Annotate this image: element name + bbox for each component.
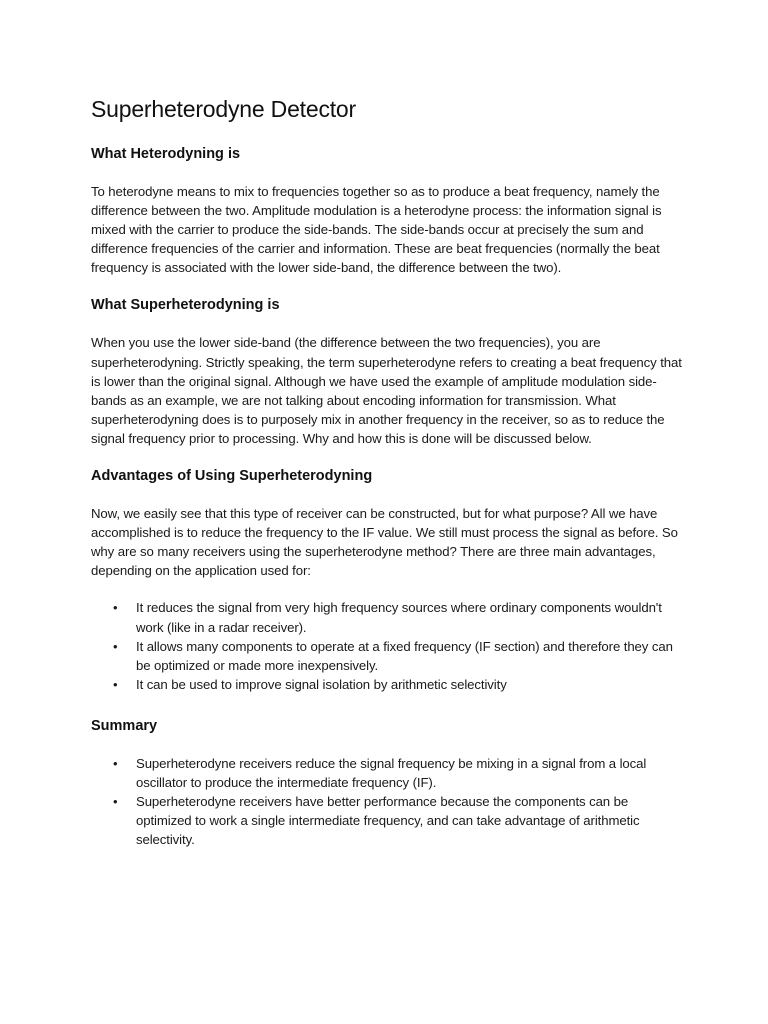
list-item-text: It allows many components to operate at a fixed frequency (IF section) and therefore they can be optimized or made more inexpensively. bbox=[136, 638, 673, 673]
section-heading-advantages: Advantages of Using Superheterodyning bbox=[91, 468, 373, 485]
summary-list bbox=[91, 754, 687, 849]
paragraph-superheterodyning: When you use the lower side-band (the difference between the two frequencies), you are superheterodyning. Strictly speaking, the term superheterodyne refers to creating a beat frequency that is lower than the original signal. Although we have used the example of amplitude modulation side-bands as an example, we are not talking about encoding information for transmission. What superheterodyning does is to purposely mix in another frequency in the receiver, so as to reduce the signal frequency prior to processing. Why and how this is done will be discussed below. bbox=[91, 335, 682, 446]
section-heading-summary: Summary bbox=[91, 717, 158, 734]
list-item bbox=[91, 792, 687, 849]
paragraph-heterodyning: To heterodyne means to mix to frequencies together so as to produce a beat frequency, namely the difference between the two. Amplitude modulation is a heterodyne process: the information signal is mixed with the carrier to produce the side-bands. The side-bands occur at precisely the sum and difference frequencies of the carrier and information. These are beat frequencies (normally the beat frequency is associated with the lower side-band, the difference between the two). bbox=[91, 184, 662, 276]
bullet-icon: • bbox=[113, 676, 118, 692]
document-page bbox=[91, 94, 687, 867]
list-item bbox=[91, 637, 687, 675]
bullet-icon: • bbox=[113, 638, 118, 654]
list-item-text: It reduces the signal from very high frequency sources where ordinary components wouldn't work (like in a radar receiver). bbox=[136, 600, 662, 635]
list-item-text: Superheterodyne receivers have better performance because the components can be optimized to work a single intermediate frequency, and can take advantage of arithmetic selectivity. bbox=[136, 794, 640, 848]
list-item bbox=[91, 754, 687, 792]
bullet-icon: • bbox=[113, 794, 118, 810]
list-item-text: It can be used to improve signal isolation by arithmetic selectivity bbox=[136, 676, 507, 692]
advantages-list bbox=[91, 598, 687, 693]
section-heading-superheterodyning: What Superheterodyning is bbox=[91, 297, 280, 314]
section-heading-heterodyning: What Heterodyning is bbox=[91, 146, 241, 162]
bullet-icon: • bbox=[113, 600, 118, 616]
list-item-text: Superheterodyne receivers reduce the signal frequency be mixing in a signal from a local oscillator to produce the intermediate frequency (IF). bbox=[136, 755, 647, 790]
paragraph-advantages: Now, we easily see that this type of receiver can be constructed, but for what purpose? All we have accomplished is to reduce the frequency to the IF value. We still must process the signal as before. So why are so many receivers using the superheterodyne method? There are three main advantages, depending on the application used for: bbox=[91, 506, 678, 579]
list-item bbox=[91, 675, 687, 694]
list-item bbox=[91, 598, 687, 636]
document-title: Superheterodyne Detector bbox=[91, 96, 356, 122]
bullet-icon: • bbox=[113, 755, 118, 771]
